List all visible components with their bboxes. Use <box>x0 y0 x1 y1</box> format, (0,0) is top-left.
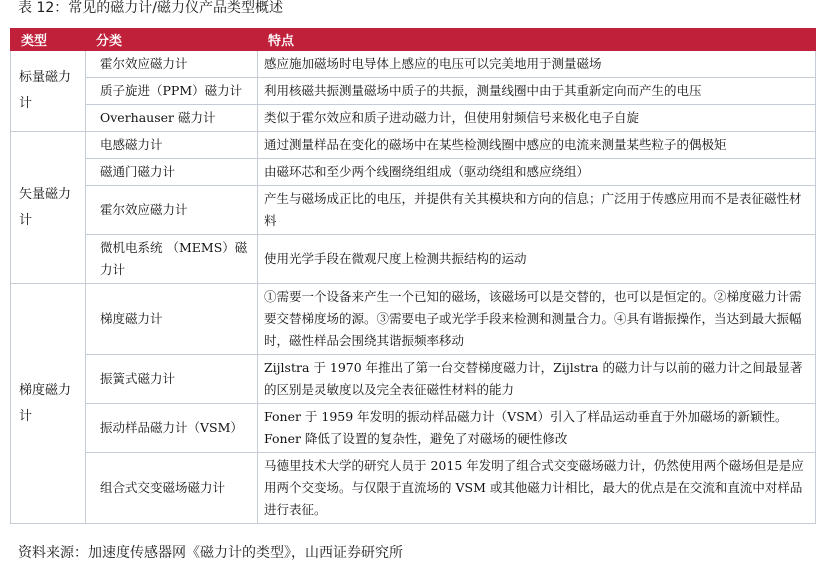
feature-cell: 产生与磁场成正比的电压，并提供有关其模块和方向的信息；广泛用于传感应用而不是表征磁性材料 <box>258 186 816 235</box>
table-row <box>11 78 816 105</box>
table-row <box>11 186 816 235</box>
table-row <box>11 132 816 159</box>
table-caption: 表 12：常见的磁力计/磁力仪产品类型概述 <box>18 0 283 16</box>
class-cell: 电感磁力计 <box>86 132 258 159</box>
class-cell: 梯度磁力计 <box>86 284 258 355</box>
feature-cell: 利用核磁共振测量磁场中质子的共振，测量线圈中由于其重新定向而产生的电压 <box>258 78 816 105</box>
header-type: 类型 <box>11 29 86 51</box>
table-row <box>11 453 816 524</box>
magnetometer-table <box>10 28 816 524</box>
header-row <box>11 29 816 51</box>
class-cell: 霍尔效应磁力计 <box>86 186 258 235</box>
table-row <box>11 159 816 186</box>
class-cell: Overhauser 磁力计 <box>86 105 258 132</box>
class-cell: 微机电系统 （MEMS）磁力计 <box>86 235 258 284</box>
type-cell-gradient: 梯度磁力计 <box>11 284 86 524</box>
class-cell: 磁通门磁力计 <box>86 159 258 186</box>
feature-cell: ①需要一个设备来产生一个已知的磁场，该磁场可以是交替的，也可以是恒定的。②梯度磁力计需要交替梯度场的源。③需要电子或光学手段来检测和测量合力。④具有谐振操作，当达到最大振幅时，磁性样品会围绕其谐振频率移动 <box>258 284 816 355</box>
class-cell: 组合式交变磁场磁力计 <box>86 453 258 524</box>
table-row <box>11 235 816 284</box>
feature-cell: 类似于霍尔效应和质子进动磁力计，但使用射频信号来极化电子自旋 <box>258 105 816 132</box>
header-feature: 特点 <box>258 29 816 51</box>
source-note: 资料来源：加速度传感器网《磁力计的类型》，山西证券研究所 <box>18 545 403 561</box>
feature-cell: Foner 于 1959 年发明的振动样品磁力计（VSM）引入了样品运动垂直于外加磁场的新颖性。Foner 降低了设置的复杂性，避免了对磁场的硬性修改 <box>258 404 816 453</box>
table-row <box>11 355 816 404</box>
feature-cell: 通过测量样品在变化的磁场中在某些检测线圈中感应的电流来测量某些粒子的偶极矩 <box>258 132 816 159</box>
table-row <box>11 51 816 78</box>
class-cell: 振动样品磁力计（VSM） <box>86 404 258 453</box>
type-cell-scalar: 标量磁力计 <box>11 51 86 132</box>
feature-cell: 由磁环芯和至少两个线圈绕组组成（驱动绕组和感应绕组） <box>258 159 816 186</box>
header-class: 分类 <box>86 29 258 51</box>
class-cell: 质子旋进（PPM）磁力计 <box>86 78 258 105</box>
type-cell-vector: 矢量磁力计 <box>11 132 86 284</box>
table-row <box>11 404 816 453</box>
feature-cell: 马德里技术大学的研究人员于 2015 年发明了组合式交变磁场磁力计，仍然使用两个磁场但是是应用两个交变场。与仅限于直流场的 VSM 或其他磁力计相比，最大的优点是在交流和直流中对样品进行表征。 <box>258 453 816 524</box>
feature-cell: 使用光学手段在微观尺度上检测共振结构的运动 <box>258 235 816 284</box>
class-cell: 振簧式磁力计 <box>86 355 258 404</box>
class-cell: 霍尔效应磁力计 <box>86 51 258 78</box>
table-row <box>11 284 816 355</box>
feature-cell: Zijlstra 于 1970 年推出了第一台交替梯度磁力计，Zijlstra 的磁力计与以前的磁力计之间最显著的区别是灵敏度以及完全表征磁性材料的能力 <box>258 355 816 404</box>
feature-cell: 感应施加磁场时电导体上感应的电压可以完美地用于测量磁场 <box>258 51 816 78</box>
table-row <box>11 105 816 132</box>
